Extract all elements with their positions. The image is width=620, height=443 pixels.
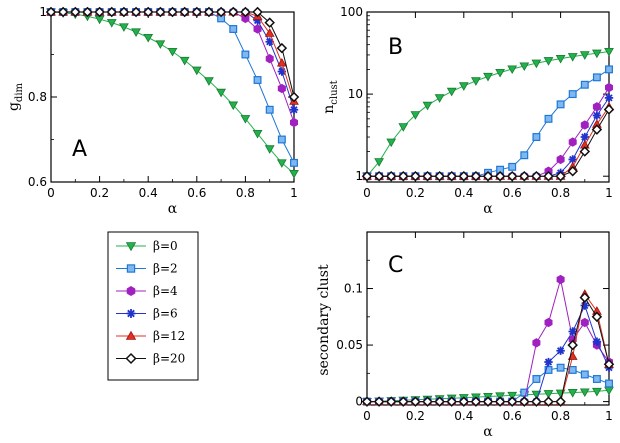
y-axis-label-main: secondary clust bbox=[316, 264, 332, 376]
legend-marker bbox=[127, 265, 134, 272]
data-point bbox=[593, 337, 601, 345]
data-point bbox=[254, 25, 261, 33]
data-point bbox=[557, 364, 564, 371]
x-axis-label: α bbox=[483, 424, 493, 440]
data-point bbox=[290, 106, 298, 114]
series-line bbox=[51, 12, 294, 163]
data-point bbox=[545, 318, 552, 326]
data-point bbox=[132, 29, 140, 36]
panel-letter: B bbox=[388, 35, 404, 60]
y-axis-label-main: n bbox=[321, 104, 337, 114]
x-tick-label: 0.2 bbox=[405, 186, 425, 200]
y-tick-label: 100 bbox=[340, 5, 363, 19]
data-point bbox=[168, 48, 176, 55]
data-point bbox=[387, 139, 395, 146]
data-point bbox=[180, 57, 188, 64]
legend-label: β=4 bbox=[153, 284, 178, 298]
y-axis-label-main: g bbox=[6, 102, 22, 112]
data-point bbox=[290, 170, 298, 177]
data-point bbox=[606, 66, 613, 73]
x-tick-label: 0.2 bbox=[405, 409, 425, 423]
data-point bbox=[569, 91, 576, 98]
data-point bbox=[266, 55, 273, 63]
data-point bbox=[593, 111, 601, 119]
data-point bbox=[544, 358, 552, 366]
y-axis-label bbox=[6, 82, 25, 111]
x-tick-label: 0.6 bbox=[502, 409, 522, 423]
data-point bbox=[435, 95, 443, 102]
x-tick-label: 0 bbox=[363, 409, 371, 423]
data-point bbox=[581, 318, 588, 326]
x-tick-label: 0 bbox=[363, 186, 371, 200]
x-axis-label: α bbox=[167, 201, 178, 217]
data-point bbox=[278, 136, 285, 143]
x-axis-label: α bbox=[483, 201, 493, 217]
data-point bbox=[423, 102, 431, 109]
data-point bbox=[557, 155, 564, 163]
legend-label: β=12 bbox=[153, 329, 186, 343]
legend-label: β=2 bbox=[153, 261, 178, 276]
data-point bbox=[509, 163, 516, 170]
data-point bbox=[156, 41, 164, 48]
series-β=6 bbox=[47, 8, 298, 114]
data-point bbox=[266, 29, 274, 36]
x-tick-label: 0 bbox=[47, 186, 55, 200]
legend-label: β=20 bbox=[153, 351, 186, 366]
data-point bbox=[593, 103, 600, 111]
legend-marker bbox=[127, 309, 136, 318]
data-point bbox=[144, 34, 152, 41]
data-point bbox=[521, 152, 528, 159]
data-point bbox=[569, 367, 576, 374]
y-axis-label bbox=[316, 264, 332, 376]
data-point bbox=[278, 44, 286, 52]
y-tick-label: 0.6 bbox=[27, 175, 47, 189]
legend-label: β=6 bbox=[153, 306, 178, 321]
data-point bbox=[581, 147, 589, 155]
y-tick-label: 10 bbox=[347, 87, 363, 102]
y-tick-label: 0 bbox=[355, 394, 363, 409]
data-point bbox=[606, 380, 613, 387]
x-tick-label: 0.2 bbox=[90, 186, 110, 200]
x-tick-label: 0.4 bbox=[454, 186, 474, 200]
data-point bbox=[291, 160, 298, 167]
x-tick-label: 1 bbox=[605, 409, 613, 423]
x-tick-label: 0.6 bbox=[502, 186, 522, 200]
data-point bbox=[581, 371, 588, 378]
data-point bbox=[605, 94, 613, 102]
data-point bbox=[605, 83, 612, 91]
data-point bbox=[266, 106, 273, 113]
panel-letter: A bbox=[72, 137, 88, 162]
data-point bbox=[594, 74, 601, 81]
y-axis-label-sub: dim bbox=[14, 82, 25, 103]
x-tick-label: 0.8 bbox=[551, 186, 571, 200]
data-point bbox=[278, 84, 285, 92]
plot-frame bbox=[51, 12, 294, 182]
data-point bbox=[594, 376, 601, 383]
panel-A bbox=[6, 5, 298, 217]
x-tick-label: 1 bbox=[605, 186, 613, 200]
data-point bbox=[254, 77, 261, 84]
data-point bbox=[230, 26, 237, 33]
y-tick-label: 1 bbox=[39, 5, 47, 19]
x-tick-label: 1 bbox=[290, 186, 298, 200]
series-β=4 bbox=[363, 275, 612, 406]
data-point bbox=[569, 138, 576, 146]
data-point bbox=[605, 105, 613, 113]
series-line bbox=[51, 12, 294, 174]
data-point bbox=[484, 73, 492, 80]
data-point bbox=[290, 118, 297, 126]
x-tick-label: 0.4 bbox=[454, 409, 474, 423]
panel-B bbox=[321, 5, 613, 217]
legend bbox=[108, 232, 198, 380]
panel-C bbox=[316, 232, 613, 440]
y-tick-label: 0.05 bbox=[336, 338, 363, 353]
y-tick-label: 0.1 bbox=[343, 281, 363, 296]
data-point bbox=[533, 339, 540, 347]
y-axis-label-sub: clust bbox=[329, 80, 340, 105]
data-point bbox=[556, 347, 564, 355]
y-tick-label: 0.8 bbox=[27, 90, 47, 104]
data-point bbox=[448, 88, 456, 95]
x-tick-label: 0.4 bbox=[138, 186, 158, 200]
data-point bbox=[557, 101, 564, 108]
y-tick-label: 1 bbox=[355, 169, 363, 184]
legend-label: β=0 bbox=[153, 239, 178, 253]
data-point bbox=[581, 81, 588, 88]
data-point bbox=[545, 115, 552, 122]
legend-marker bbox=[127, 287, 135, 296]
data-point bbox=[242, 51, 249, 58]
data-point bbox=[533, 376, 540, 383]
data-point bbox=[120, 24, 128, 31]
panel-letter: C bbox=[388, 253, 404, 278]
data-point bbox=[533, 134, 540, 141]
data-point bbox=[460, 83, 468, 90]
data-point bbox=[581, 121, 588, 129]
x-tick-label: 0.8 bbox=[235, 186, 255, 200]
x-tick-label: 0.8 bbox=[551, 409, 571, 423]
y-axis-label bbox=[321, 80, 340, 113]
x-tick-label: 0.6 bbox=[187, 186, 207, 200]
data-point bbox=[472, 78, 480, 85]
series-β=20 bbox=[363, 293, 613, 405]
data-point bbox=[557, 275, 564, 283]
